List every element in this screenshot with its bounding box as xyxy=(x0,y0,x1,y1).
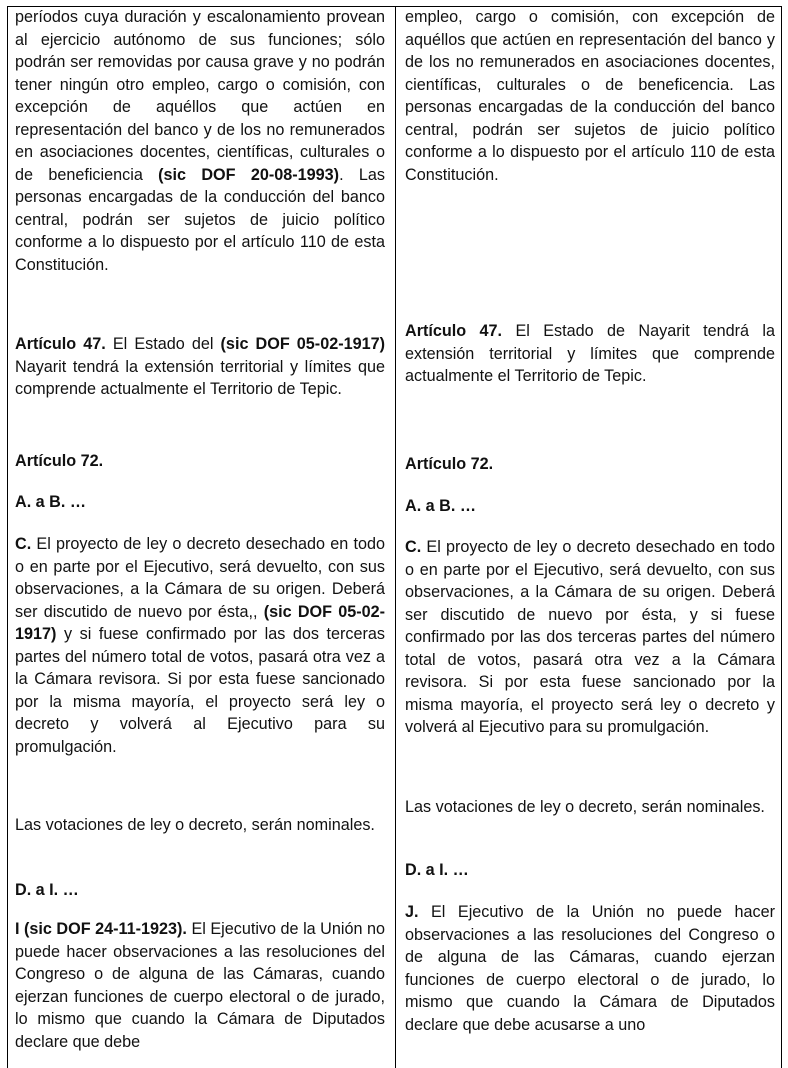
left-article-47 xyxy=(15,333,385,401)
left-section-d-i: D. a I. … xyxy=(15,881,79,899)
right-section-j xyxy=(405,901,775,1036)
left-section-a-b: A. a B. … xyxy=(15,493,87,511)
left-article-47-text-a: El Estado del xyxy=(105,335,221,353)
right-section-j-text: El Ejecutivo de la Unión no puede hacer observaciones a las resoluciones del Congreso o de alguna de las Cámaras, cuando ejerzan funciones de cuerpo electoral o de jurado, lo mismo que cuando la Cámara de Diputados declare que debe acusarse a uno xyxy=(405,903,775,1034)
left-section-c-text-a: El proyecto de ley o decreto desechado en todo o en parte por el Ejecutivo, será devuelto, con sus observaciones, a la Cámara de su origen. Deberá ser discutido de nuevo por ésta,, xyxy=(15,535,385,621)
right-votaciones: Las votaciones de ley o decreto, serán nominales. xyxy=(405,798,765,816)
left-article-47-label: Artículo 47. xyxy=(15,335,106,353)
left-section-c xyxy=(15,533,385,758)
left-sic-note: (sic DOF 20-08-1993) xyxy=(158,165,340,184)
right-article-47 xyxy=(405,320,775,388)
left-paragraph-banco xyxy=(15,6,385,276)
left-section-c-label: C. xyxy=(15,535,32,553)
left-section-i xyxy=(15,918,385,1053)
right-article-72-label: Artículo 72. xyxy=(405,455,494,473)
right-section-d-i: D. a I. … xyxy=(405,861,469,879)
left-article-72-label: Artículo 72. xyxy=(15,452,104,470)
left-article-47-text-b: Nayarit tendrá la extensión territorial y límites que comprende actualmente el Territorio de Tepic. xyxy=(15,357,385,398)
left-paragraph-banco-tail: . Las personas encargadas de la conducción del banco central, podrán ser sujetos de juicio político conforme a lo dispuesto por el artículo 110 de esta Constitución. xyxy=(15,165,385,274)
right-section-j-label: J. xyxy=(405,903,419,921)
right-section-c-text: El proyecto de ley o decreto desechado en todo o en parte por el Ejecutivo, será devuelto, con sus observaciones, a la Cámara de su origen. Deberá ser discutido de nuevo por ésta, y si fuese confirmado por las dos terceras partes del número total de votos, pasará otra vez a la Cámara revisora. Si por esta fuese sancionado por la misma mayoría, el proyecto será ley o decreto y volverá al Ejecutivo para su promulgación. xyxy=(405,538,775,736)
comparison-table-frame xyxy=(7,6,782,1068)
right-section-a-b: A. a B. … xyxy=(405,497,477,515)
right-section-c xyxy=(405,536,775,739)
left-section-i-text: El Ejecutivo de la Unión no puede hacer observaciones a las resoluciones del Congreso o de alguna de las Cámaras, cuando ejerzan funciones de cuerpo electoral o de jurado, lo mismo que cuando la Cámara de Diputados declare que debe xyxy=(15,920,386,1051)
left-section-c-sic: (sic DOF 05-02-1917) xyxy=(15,602,385,643)
right-paragraph-banco: empleo, cargo o comisión, con excepción de aquéllos que actúen en representación del banco y de los no remunerados en asociaciones docentes, científicas, culturales o de beneficencia. Las personas encargadas de la conducción del banco central, podrán ser sujetos de juicio político conforme a lo dispuesto por el artículo 110 de esta Constitución. xyxy=(405,8,775,184)
left-section-c-text-b: y si fuese confirmado por las dos terceras partes del número total de votos, pasará otra vez a la Cámara revisora. Si por esta fuese sancionado por la misma mayoría, el proyecto será ley o decreto y volverá al Ejecutivo para su promulgación. xyxy=(15,625,385,756)
right-article-47-label: Artículo 47. xyxy=(405,322,503,340)
right-section-c-label: C. xyxy=(405,538,422,556)
column-divider xyxy=(395,6,396,1068)
left-article-47-sic: (sic DOF 05-02-1917) xyxy=(220,335,385,353)
left-votaciones: Las votaciones de ley o decreto, serán nominales. xyxy=(15,816,375,834)
right-article-47-text: El Estado de Nayarit tendrá la extensión territorial y límites que comprende actualmente el Territorio de Tepic. xyxy=(405,322,775,385)
left-section-i-label: I (sic DOF 24-11-1923). xyxy=(15,920,187,938)
left-paragraph-banco-text: períodos cuya duración y escalonamiento provean al ejercicio autónomo de sus funciones; sólo podrán ser removidas por causa grave y no podrán tener ningún otro empleo, cargo o comisión, con excepción de aquéllos que actúen en representación del banco y de los no remunerados en asociaciones docentes, científicas, culturales o de beneficiencia xyxy=(15,8,385,184)
